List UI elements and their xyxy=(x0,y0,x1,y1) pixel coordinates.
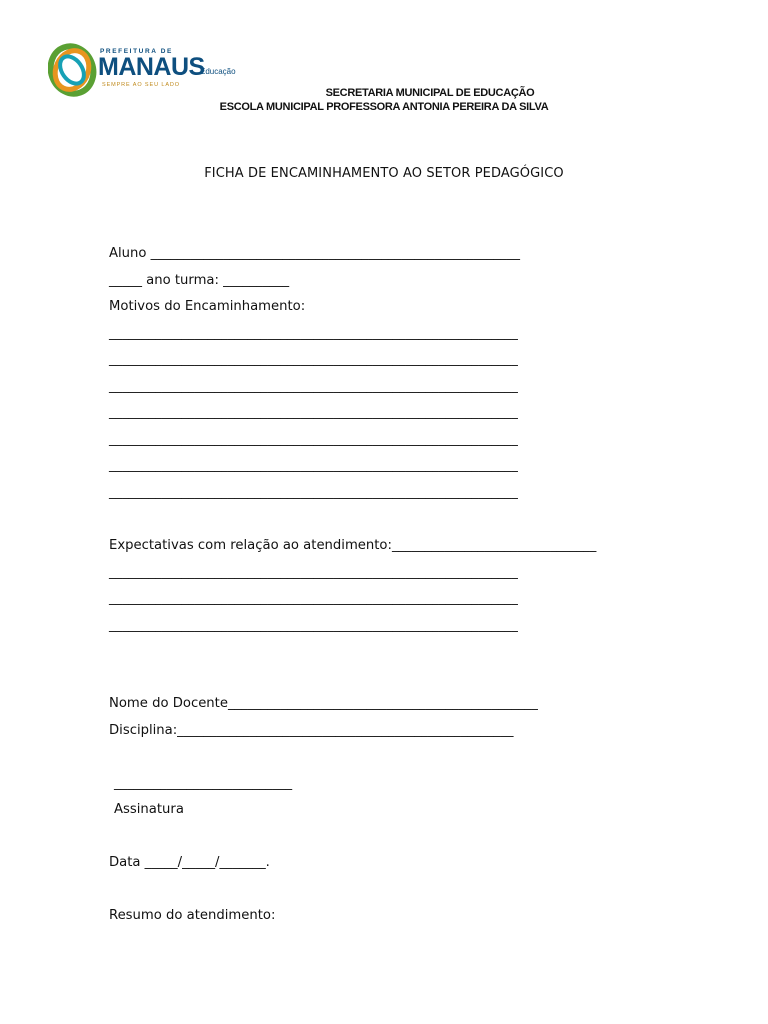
form-title: FICHA DE ENCAMINHAMENTO AO SETOR PEDAGÓGICO xyxy=(204,166,564,181)
motivos-line[interactable]: ______________________________________________________________ xyxy=(109,485,518,500)
motivos-line[interactable]: ______________________________________________________________ xyxy=(109,405,518,420)
school-heading: ESCOLA MUNICIPAL PROFESSORA ANTONIA PEREIRA DA SILVA xyxy=(219,101,549,113)
motivos-line[interactable]: ______________________________________________________________ xyxy=(109,458,518,473)
nome-docente-field[interactable]: Nome do Docente_______________________________________________ xyxy=(109,696,538,711)
data-field[interactable]: Data _____/_____/_______. xyxy=(109,855,270,870)
motivos-line[interactable]: ______________________________________________________________ xyxy=(109,379,518,394)
disciplina-field[interactable]: Disciplina:___________________________________________________ xyxy=(109,723,514,738)
resumo-label: Resumo do atendimento: xyxy=(109,908,276,923)
logo-department-text: Educação xyxy=(200,67,236,76)
motivos-line[interactable]: ______________________________________________________________ xyxy=(109,432,518,447)
motivos-label: Motivos do Encaminhamento: xyxy=(109,299,306,314)
motivos-line[interactable]: ______________________________________________________________ xyxy=(109,352,518,367)
assinatura-line[interactable]: ___________________________ xyxy=(114,776,293,791)
motivos-line[interactable]: ______________________________________________________________ xyxy=(109,326,518,341)
ano-turma-field[interactable]: _____ ano turma: __________ xyxy=(109,273,290,288)
secretaria-heading: SECRETARIA MUNICIPAL DE EDUCAÇÃO xyxy=(325,87,535,99)
logo-prefeitura-text: PREFEITURA DE xyxy=(100,48,173,55)
expectativas-line[interactable]: ______________________________________________________________ xyxy=(109,618,518,633)
logo-city-text: MANAUS xyxy=(98,53,205,81)
expectativas-line[interactable]: ______________________________________________________________ xyxy=(109,591,518,606)
expectativas-line[interactable]: ______________________________________________________________ xyxy=(109,565,518,580)
expectativas-field[interactable]: Expectativas com relação ao atendimento:_______________________________ xyxy=(109,538,597,553)
logo-motto-text: SEMPRE AO SEU LADO xyxy=(102,82,180,88)
assinatura-label: Assinatura xyxy=(114,802,184,817)
aluno-field[interactable]: Aluno ________________________________________________________ xyxy=(109,246,520,261)
